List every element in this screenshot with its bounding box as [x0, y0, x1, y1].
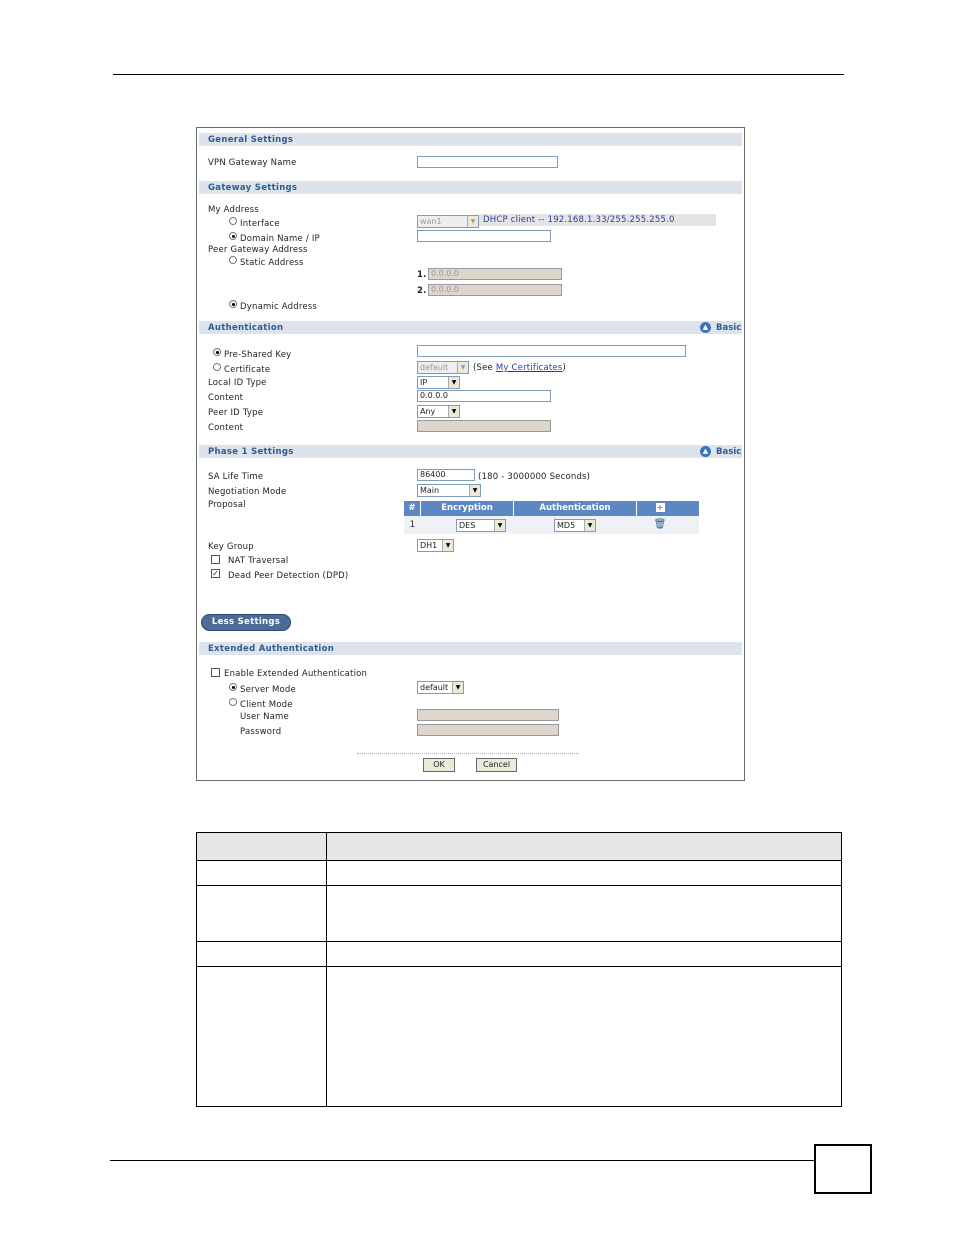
chevron-up-icon: ▲: [700, 446, 711, 457]
pre-shared-key-label: Pre-Shared Key: [224, 350, 292, 360]
proposal-label: Proposal: [208, 500, 246, 510]
peer-id-type-select[interactable]: [417, 405, 460, 418]
table-cell: [327, 967, 842, 1107]
negotiation-mode-select[interactable]: [417, 484, 481, 497]
table-row: [197, 886, 842, 942]
encryption-value: DES: [459, 521, 476, 530]
user-name-input[interactable]: [417, 709, 559, 721]
auth-basic-toggle[interactable]: [700, 322, 741, 333]
sa-life-time-label: SA Life Time: [208, 472, 264, 482]
proposal-table: [404, 501, 699, 534]
table-row: [197, 942, 842, 967]
sa-life-time-input[interactable]: 86400: [417, 469, 475, 481]
static-address-1-num: 1.: [417, 270, 427, 280]
certificate-label: Certificate: [224, 365, 271, 375]
domain-name-radio[interactable]: [229, 232, 237, 240]
chevron-up-icon: ▲: [700, 322, 711, 333]
dpd-checkbox[interactable]: ✓: [212, 569, 219, 578]
pre-shared-key-input[interactable]: [417, 345, 686, 357]
domain-name-input[interactable]: [417, 230, 551, 242]
local-content-label: Content: [208, 393, 244, 403]
extended-auth-header: Extended Authentication: [199, 642, 742, 655]
button-divider: [357, 753, 579, 754]
table-cell: [197, 942, 327, 967]
table-cell: [327, 942, 842, 967]
client-mode-label: Client Mode: [240, 700, 293, 710]
phase1-basic-toggle[interactable]: [700, 446, 741, 457]
negotiation-mode-label: Negotiation Mode: [208, 487, 287, 497]
chevron-down-icon: ▼: [467, 216, 478, 227]
my-address-label: My Address: [208, 205, 259, 215]
proposal-row-num: 1: [409, 520, 416, 530]
peer-id-type-value: Any: [420, 407, 436, 416]
key-group-label: Key Group: [208, 542, 254, 552]
static-address-1-input[interactable]: 0.0.0.0: [428, 268, 562, 280]
general-settings-header: General Settings: [199, 133, 742, 146]
page-number-box: [814, 1144, 872, 1194]
ok-button[interactable]: OK: [423, 758, 455, 772]
pre-shared-key-radio[interactable]: [213, 348, 221, 356]
authentication-header: Authentication: [199, 321, 742, 334]
key-group-value: DH1: [420, 541, 438, 550]
table-cell: [327, 886, 842, 942]
col-num: #: [404, 501, 421, 516]
footer-rule: [110, 1160, 815, 1161]
chevron-down-icon: ▼: [448, 377, 459, 388]
peer-content-input[interactable]: [417, 420, 551, 432]
nat-traversal-label: NAT Traversal: [228, 556, 289, 566]
phase1-settings-header: Phase 1 Settings: [199, 445, 742, 458]
table-row: [404, 516, 699, 534]
table-row: [197, 861, 842, 886]
user-name-label: User Name: [240, 712, 289, 722]
see-close-text: ): [562, 363, 567, 373]
vpn-gateway-name-label: VPN Gateway Name: [208, 158, 297, 168]
dynamic-address-radio[interactable]: [229, 300, 237, 308]
add-proposal-button[interactable]: [637, 501, 683, 516]
table-cell: [197, 967, 327, 1107]
sa-life-time-hint: (180 - 3000000 Seconds): [478, 472, 591, 482]
table-cell: [197, 886, 327, 942]
encryption-cell: [421, 516, 514, 534]
certificate-radio[interactable]: [213, 363, 221, 371]
dynamic-address-label: Dynamic Address: [240, 302, 318, 312]
server-mode-value: default: [420, 683, 449, 692]
table-header-row: [197, 833, 842, 861]
vpn-gateway-name-input[interactable]: [417, 156, 558, 168]
enable-xauth-label: Enable Extended Authentication: [224, 669, 368, 679]
static-address-label: Static Address: [240, 258, 304, 268]
chevron-down-icon: ▼: [452, 682, 463, 693]
auth-basic-label: Basic: [716, 323, 742, 333]
authentication-select[interactable]: [554, 519, 596, 532]
static-address-2-num: 2.: [417, 286, 427, 296]
header-cell-label: [197, 833, 327, 861]
header-rule: [113, 74, 844, 75]
domain-name-label: Domain Name / IP: [240, 234, 320, 244]
client-mode-radio[interactable]: [229, 698, 237, 706]
peer-content-label: Content: [208, 423, 244, 433]
password-label: Password: [240, 727, 282, 737]
interface-radio[interactable]: [229, 217, 237, 225]
key-group-select[interactable]: [417, 539, 454, 552]
nat-traversal-checkbox[interactable]: [211, 555, 220, 564]
chevron-down-icon: ▼: [442, 540, 453, 551]
add-icon: +: [656, 503, 664, 512]
table-cell: [327, 861, 842, 886]
server-mode-select[interactable]: [417, 681, 464, 694]
gateway-settings-header: Gateway Settings: [199, 181, 742, 194]
peer-gateway-label: Peer Gateway Address: [208, 245, 308, 255]
trash-icon[interactable]: 🗑: [653, 519, 667, 530]
static-address-2-input[interactable]: 0.0.0.0: [428, 284, 562, 296]
description-table: [196, 832, 842, 1107]
local-id-type-select[interactable]: [417, 376, 460, 389]
see-text: (See: [473, 363, 496, 373]
interface-select-value: wan1: [420, 217, 442, 226]
table-cell: [197, 861, 327, 886]
interface-label: Interface: [240, 219, 280, 229]
chevron-down-icon: ▼: [494, 520, 505, 531]
my-certificates-link[interactable]: My Certificates: [495, 363, 563, 373]
local-id-type-label: Local ID Type: [208, 378, 267, 388]
local-content-input[interactable]: 0.0.0.0: [417, 390, 551, 402]
dpd-label: Dead Peer Detection (DPD): [228, 571, 349, 581]
less-settings-button[interactable]: Less Settings: [201, 614, 291, 631]
table-row: [197, 967, 842, 1107]
certificate-select[interactable]: [417, 361, 469, 374]
chevron-down-icon: ▼: [448, 406, 459, 417]
chevron-down-icon: ▼: [584, 520, 595, 531]
authentication-cell: [514, 516, 637, 534]
col-authentication: Authentication: [514, 501, 637, 516]
negotiation-mode-value: Main: [420, 486, 440, 495]
certificate-select-value: default: [420, 363, 449, 372]
authentication-value: MD5: [557, 521, 576, 530]
phase1-basic-label: Basic: [716, 447, 742, 457]
enable-xauth-checkbox[interactable]: [211, 668, 220, 677]
col-encryption: Encryption: [421, 501, 514, 516]
peer-id-type-label: Peer ID Type: [208, 408, 264, 418]
chevron-down-icon: ▼: [457, 362, 468, 373]
encryption-select[interactable]: [456, 519, 506, 532]
password-input[interactable]: [417, 724, 559, 736]
server-mode-radio[interactable]: [229, 683, 237, 691]
static-address-radio[interactable]: [229, 256, 237, 264]
interface-select[interactable]: [417, 215, 479, 228]
local-id-type-value: IP: [420, 378, 428, 387]
cancel-button[interactable]: Cancel: [476, 758, 517, 772]
vpn-gateway-edit-screen: [196, 127, 745, 781]
see-certificates-text: [473, 363, 566, 373]
proposal-table-header: [404, 501, 699, 516]
chevron-down-icon: ▼: [469, 485, 480, 496]
header-cell-description: [327, 833, 842, 861]
interface-info: DHCP client -- 192.168.1.33/255.255.255.0: [479, 214, 716, 226]
server-mode-label: Server Mode: [240, 685, 296, 695]
